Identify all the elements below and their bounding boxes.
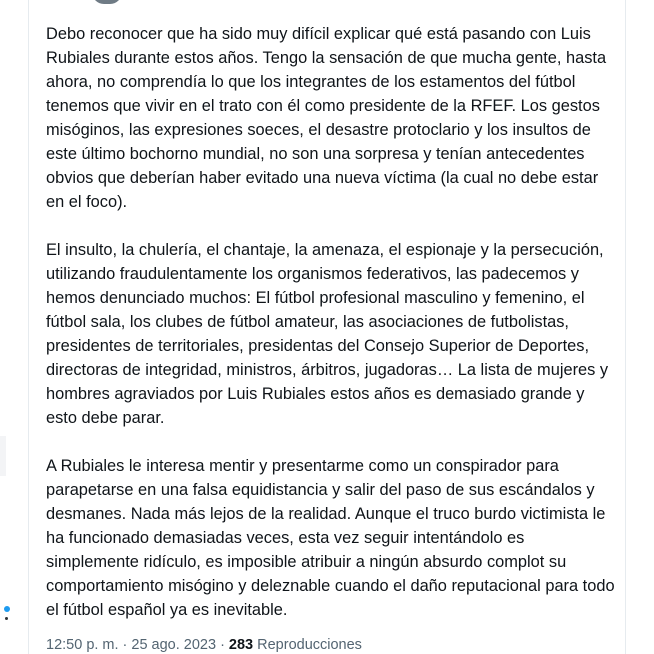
sidebar-edge — [0, 436, 6, 476]
tweet-text — [46, 22, 616, 646]
meta-separator-2: · — [220, 637, 225, 653]
notification-dot — [4, 606, 10, 612]
views-count: 283 — [228, 637, 254, 653]
views-label: Reproducciones — [257, 637, 362, 653]
tweet-paragraph-1: Debo reconocer que ha sido muy difícil explicar qué está pasando con Luis Rubiales durante estos años. Tengo la sensación de que mucha gente, hasta ahora, no comprendía lo que los integrantes de los estamentos del fútbol tenemos que vivir en el trato con él como presidente de la RFEF. Los gestos misóginos, las expresiones soeces, el desastre protoclario y los insultos de este último bochorno mundial, no son una sorpresa y tenían antecedentes obvios que deberían haber evitado una nueva víctima (la cual no debe estar en el foco). — [46, 25, 607, 211]
tweet-meta — [46, 637, 362, 653]
tweet-date[interactable]: 25 ago. 2023 — [131, 637, 217, 653]
meta-separator: · — [122, 637, 128, 653]
tweet-time[interactable]: 12:50 p. m. — [46, 637, 119, 653]
tweet-paragraph-3: A Rubiales le interesa mentir y presentarme como un conspirador para parapetarse en una falsa equidistancia y salir del paso de sus escándalos y desmanes. Nada más lejos de la realidad. Aunque el truco burdo victimista le ha funcionado demasiadas veces, esta vez seguir intentándolo es simplemente ridículo, es imposible atribuir a ningún absurdo complot su comportamiento misógino y deleznable cuando el daño reputacional para todo el fútbol español ya es inevitable. — [46, 457, 615, 619]
more-dot — [5, 617, 8, 620]
tweet-paragraph-2: El insulto, la chulería, el chantaje, la amenaza, el espionaje y la persecución, utilizando fraudulentamente los organismos federativos, las padecemos y hemos denunciado muchos: El fútbol profesional masculino y femenino, el fútbol sala, los clubes de fútbol amateur, las asociaciones de futbolistas, presidentes de territoriales, presidentas del Consejo Superior de Deportes, directoras de integridad, ministros, árbitros, jugadoras… La lista de mujeres y hombres agraviados por Luis Rubiales estos años es demasiado grande y esto debe parar. — [46, 241, 609, 427]
